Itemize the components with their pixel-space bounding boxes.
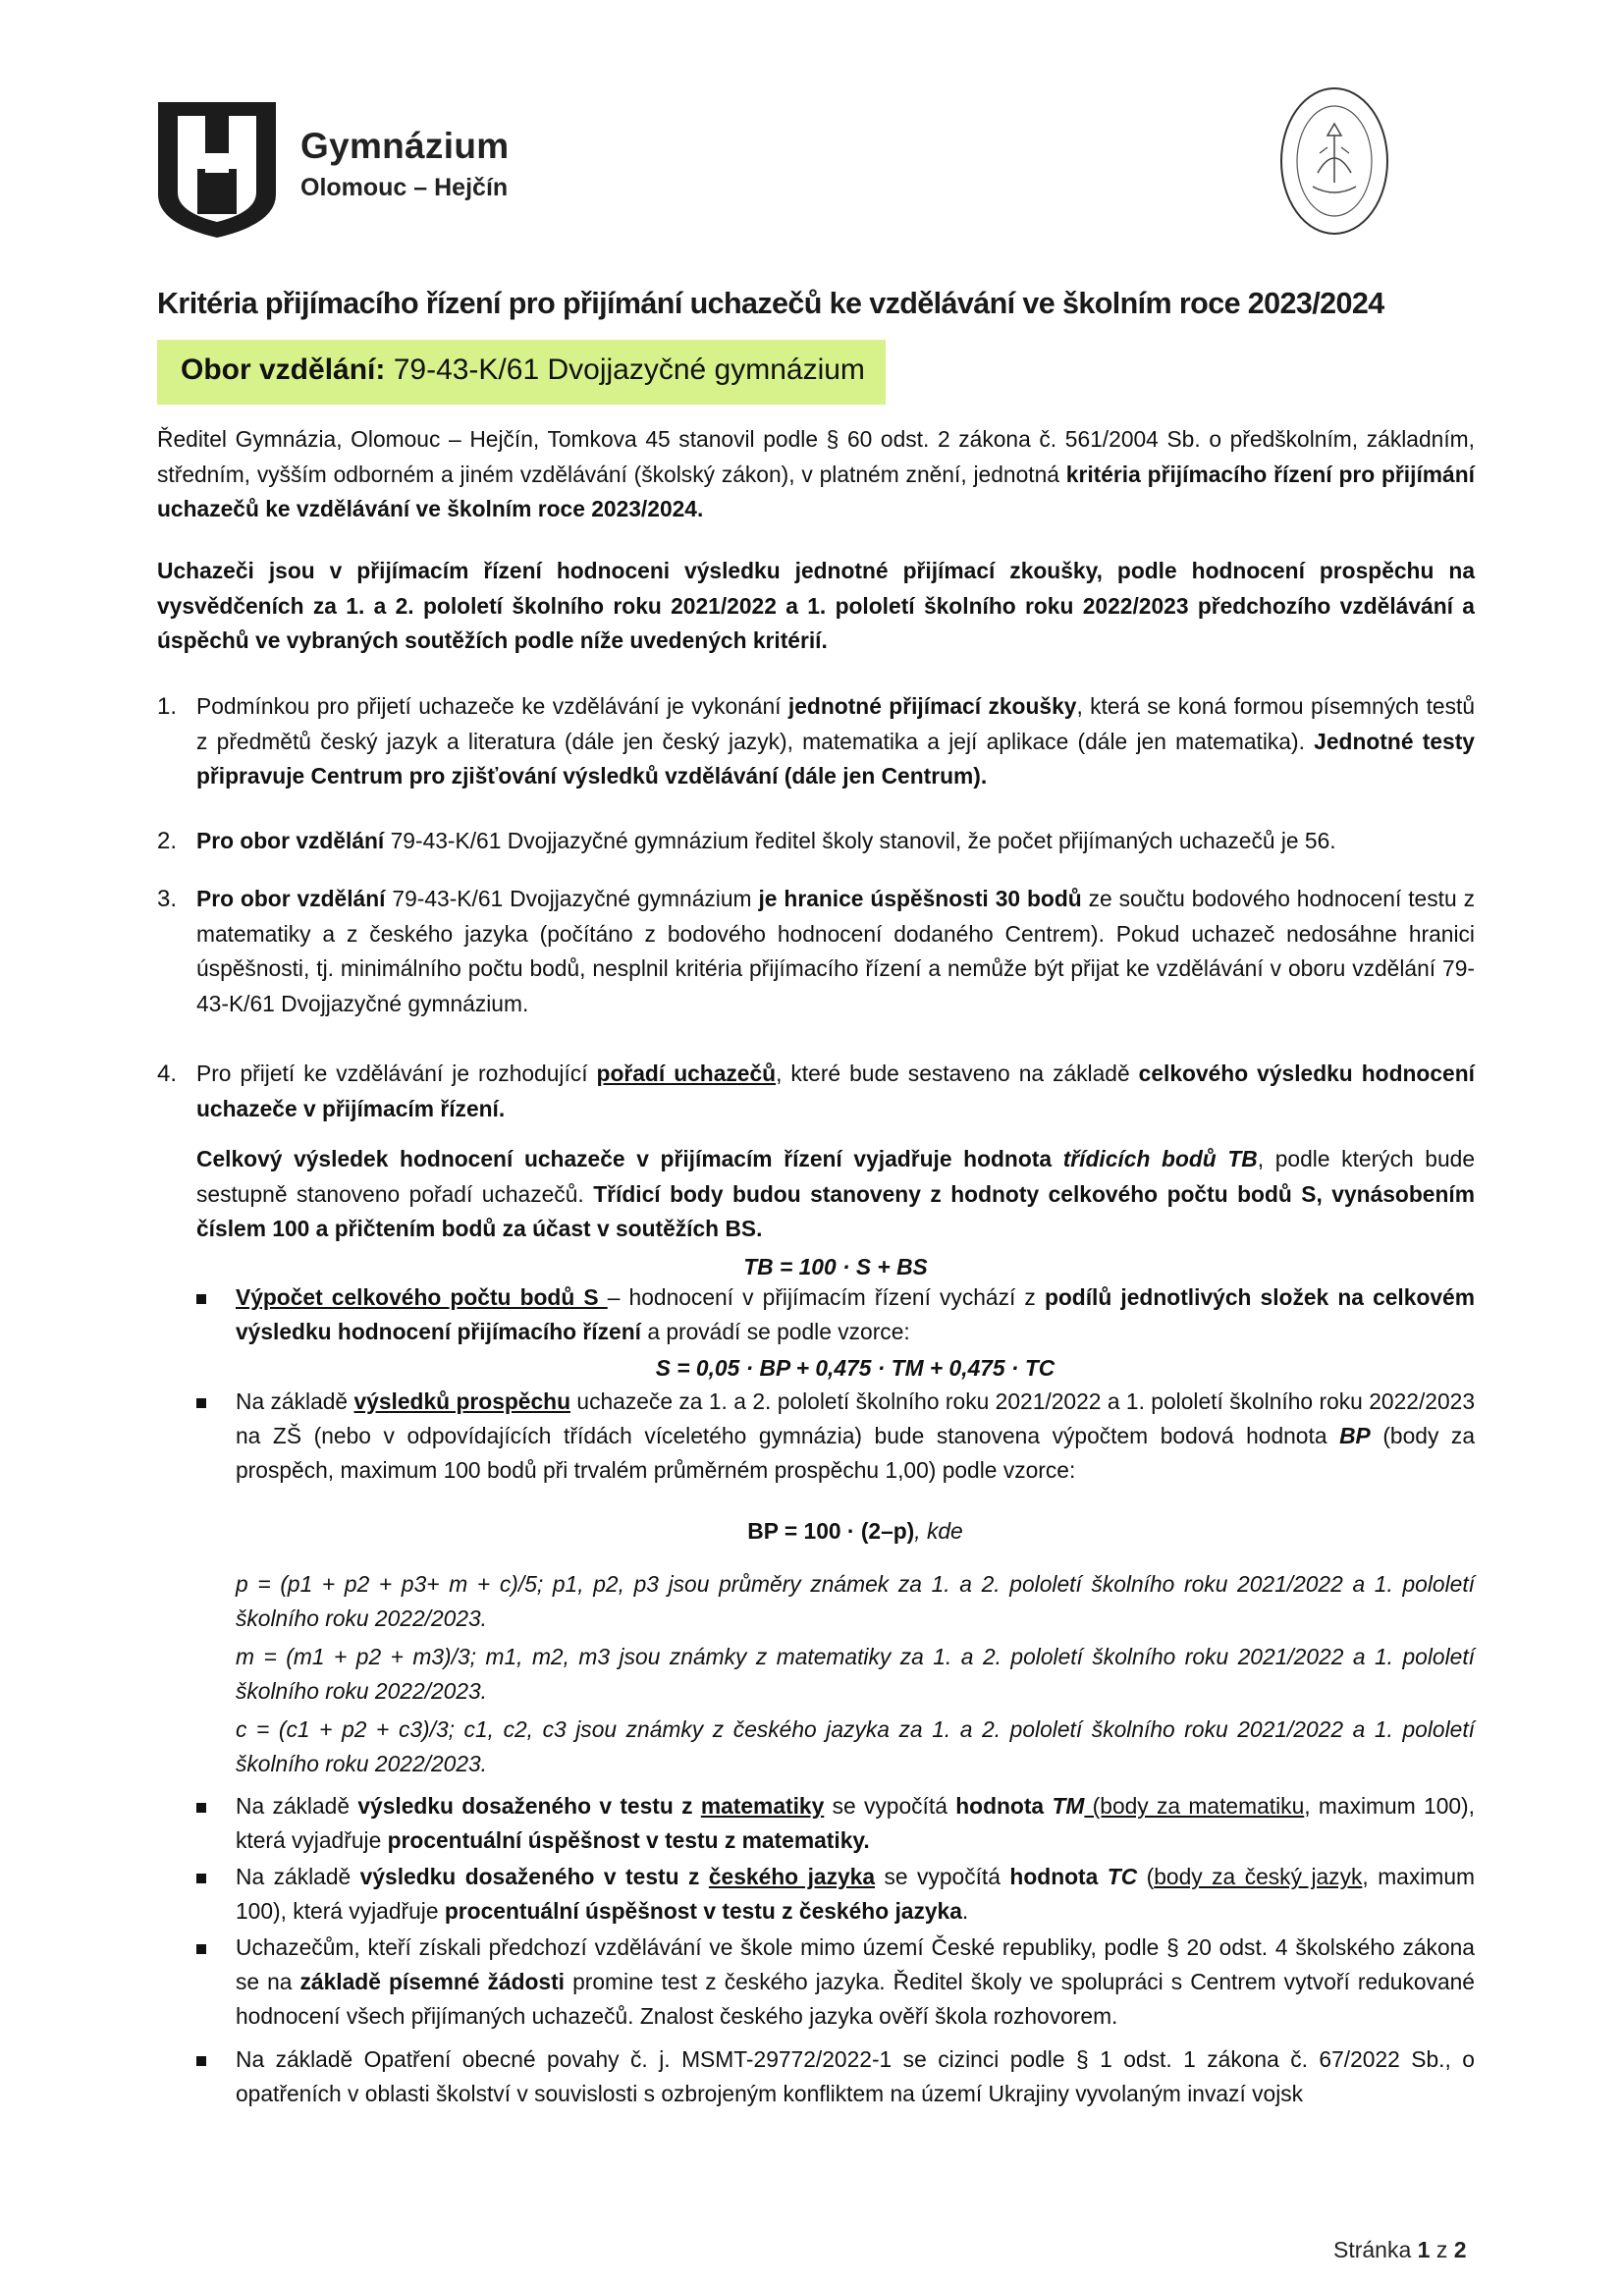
- field-value: 79-43-K/61 Dvojjazyčné gymnázium: [393, 354, 865, 386]
- item-bold-underlined: pořadí uchazečů: [596, 1061, 777, 1086]
- bullet-text: Na základě: [236, 1793, 358, 1819]
- item-text: ze součtu bodového hodnocení testu z matematiky a z českého jazyka (počítáno z bodového hodnocení dodaného Centrem). Pokud uchazeč nedosáhne hranici úspěšnosti, tj. minimálního počtu bodů, nesplnil kritéria přijímacího řízení a nemůže být přijat ke vzdělávání v oboru vzdělání 79-43-K/61 Dvojjazyčné gymnázium.: [196, 886, 1475, 1016]
- tb-term: třídicích bodů TB: [1062, 1146, 1258, 1171]
- tb-bold: Třídicí body budou stanoveny z hodnoty celkového počtu bodů S, vynásobením číslem 100 a přičtením bodů za účast v soutěžích BS.: [196, 1180, 1475, 1241]
- field-of-study-box: [157, 340, 886, 405]
- page-footer: [1333, 2237, 1467, 2263]
- bullet-bold: výsledků prospěchu: [353, 1388, 571, 1414]
- bullet-s-calculation: [236, 1280, 1475, 1349]
- bullet-bold: procentuální úspěšnost v testu z českého jazyka: [444, 1898, 962, 1924]
- bullet-marker: [196, 1874, 206, 1883]
- item-bold: jednotné přijímací zkoušky: [787, 693, 1077, 719]
- footer-label: Stránka: [1333, 2237, 1418, 2262]
- bullet-text: promine test z českého jazyka. Ředitel školy ve spolupráci s Centrem vytvoří redukované hodnocení všech přijímaných uchazečů. Znalost českého jazyka ověří škola rozhovorem.: [236, 1969, 1475, 2029]
- bullet-underlined: body za český jazyk: [1154, 1864, 1363, 1889]
- item-number: 3.: [157, 886, 178, 912]
- bullet-bold-underlined: matematiky: [700, 1793, 825, 1819]
- p-definition: p = (p1 + p2 + p3+ m + c)/5; p1, p2, p3 jsou průměry známek za 1. a 2. pololetí školního roku 2021/2022 a 1. pololetí školního roku 2022/2023.: [236, 1571, 1475, 1631]
- school-location: Olomouc – Hejčín: [300, 174, 509, 201]
- bullet-text: .: [961, 1898, 969, 1924]
- bullet-term: TM: [1052, 1793, 1085, 1819]
- bullet-text: se vypočítá: [824, 1793, 956, 1819]
- criteria-item-3: [196, 882, 1475, 1021]
- bullet-term: BP: [1339, 1423, 1371, 1448]
- bp-formula: [236, 1514, 1475, 1548]
- item-text: , které bude sestaveno na základě: [776, 1061, 1139, 1086]
- bullet-bold: procentuální úspěšnost v testu z matematiky.: [387, 1827, 870, 1853]
- bullet-text: se vypočítá: [875, 1864, 1010, 1889]
- item-text: 79-43-K/61 Dvojjazyčné gymnázium ředitel školy stanovil, že počet přijímaných uchazečů je 56.: [384, 828, 1336, 853]
- tb-formula: TB = 100 · S + BS: [743, 1254, 928, 1279]
- bullet-tm: [236, 1789, 1475, 1858]
- intro-paragraph: [157, 422, 1475, 527]
- field-label: Obor vzdělání:: [181, 354, 386, 386]
- village-seal-icon: [1278, 84, 1390, 238]
- footer-page-number: 1: [1417, 2237, 1431, 2262]
- bullet-bold: hodnota: [1009, 1864, 1108, 1889]
- bullet-text: – hodnocení v přijímacím řízení vychází z: [607, 1284, 1045, 1310]
- bullet-foreign-education: [236, 1931, 1475, 2034]
- bullet-marker: [196, 1803, 206, 1813]
- m-definition: m = (m1 + p2 + m3)/3; m1, m2, m3 jsou známky z matematiky za 1. a 2. pololetí školního roku 2021/2022 a 1. pololetí školního roku 2022/2023.: [236, 1644, 1475, 1704]
- intro-bold-text: kritéria přijímacího řízení pro přijímání uchazečů ke vzdělávání ve školním roce 2023/2024.: [157, 461, 1475, 521]
- bullet-text: , maximum 100), která vyjadřuje: [236, 1864, 1475, 1924]
- tb-text: Celkový výsledek hodnocení uchazeče v přijímacím řízení vyjadřuje hodnota: [196, 1146, 1063, 1171]
- footer-total-pages: 2: [1453, 2237, 1467, 2262]
- candidates-paragraph: Uchazeči jsou v přijímacím řízení hodnoceni výsledku jednotné přijímací zkoušky, podle hodnocení prospěchu na vysvědčeních za 1. a 2. pololetí školního roku 2021/2022 a 1. pololetí školního roku 2022/2023 předchozího vzdělávání a úspěchů ve vybraných soutěžích podle níže uvedených kritérií.: [157, 558, 1475, 653]
- item-text: 79-43-K/61 Dvojjazyčné gymnázium: [385, 886, 759, 911]
- bullet-bold: hodnota: [955, 1793, 1053, 1819]
- bullet-bold-underlined: českého jazyka: [708, 1864, 876, 1889]
- bullet-text: a provádí se podle vzorce:: [640, 1319, 910, 1344]
- bullet-bold: výsledku dosaženého v testu z: [357, 1793, 701, 1819]
- item-number: 1.: [157, 693, 178, 720]
- criteria-item-1: [196, 689, 1475, 794]
- item-bold: je hranice úspěšnosti 30 bodů: [758, 886, 1082, 911]
- bullet-text: (body za prospěch, maximum 100 bodů při trvalém průměrném prospěchu 1,00) podle vzorce:: [236, 1423, 1475, 1483]
- item-bold: Pro obor vzdělání: [196, 828, 385, 853]
- bullet-bold: základě písemné žádosti: [299, 1969, 566, 1994]
- bullet-bold: podílů jednotlivých složek na celkovém výsledku hodnocení přijímacího řízení: [236, 1284, 1475, 1344]
- bp-formula-main: BP = 100 · (2–p): [747, 1518, 915, 1544]
- bullet-bold: výsledku dosaženého v testu z: [359, 1864, 709, 1889]
- bullet-ukraine-measure: Na základě Opatření obecné povahy č. j. MSMT-29772/2022-1 se cizinci podle § 1 odst. 1 zákona č. 67/2022 Sb., o opatřeních v oblasti školství v souvislosti s ozbrojeným konfliktem na území Ukrajiny vyvolaným invazí vojsk: [236, 2046, 1475, 2106]
- bullet-text: , maximum 100), která vyjadřuje: [236, 1793, 1475, 1853]
- item-text: Podmínkou pro přijetí uchazeče ke vzdělávání je vykonání: [196, 693, 788, 719]
- bullet-text: (: [1137, 1864, 1155, 1889]
- bullet-bp-prospech: [236, 1385, 1475, 1488]
- item-bold: celkového výsledku hodnocení uchazeče v přijímacím řízení.: [196, 1061, 1475, 1121]
- item-text: , která se koná formou písemných testů z předmětů český jazyk a literatura (dále jen český jazyk), matematika a její aplikace (dále jen matematika).: [196, 693, 1476, 754]
- bullet-tc: [236, 1860, 1475, 1929]
- item-bold: Jednotné testy připravuje Centrum pro zjišťování výsledků vzdělávání (dále jen Centrum).: [196, 728, 1475, 789]
- criteria-item-4: [196, 1057, 1475, 1126]
- item-text: Pro přijetí ke vzdělávání je rozhodující: [196, 1061, 597, 1086]
- bullet-text: Uchazečům, kteří získali předchozí vzdělávání ve škole mimo území České republiky, podle § 20 odst. 4 školského zákona se na: [236, 1934, 1475, 1994]
- bullet-marker: [196, 1944, 206, 1954]
- criteria-item-2: [196, 824, 1475, 859]
- bullet-underlined: (body za matematiku: [1084, 1793, 1305, 1819]
- footer-of: z: [1430, 2237, 1454, 2262]
- document-title: Kritéria přijímacího řízení pro přijímání uchazečů ke vzdělávání ve školním roce 2023/2024: [157, 287, 1384, 320]
- bullet-bold: Výpočet celkového počtu bodů S: [236, 1284, 608, 1310]
- c-definition: c = (c1 + p2 + c3)/3; c1, c2, c3 jsou známky z českého jazyka za 1. a 2. pololetí školního roku 2021/2022 a 1. pololetí školního roku 2022/2023.: [236, 1716, 1475, 1776]
- bp-formula-suffix: , kde: [914, 1518, 963, 1544]
- item-number: 2.: [157, 828, 178, 854]
- field-of-study: [181, 354, 865, 387]
- bullet-term: TC: [1107, 1864, 1138, 1889]
- s-formula: S = 0,05 · BP + 0,475 · TM + 0,475 · TC: [655, 1355, 1056, 1381]
- item-number: 4.: [157, 1061, 178, 1087]
- bullet-marker: [196, 2056, 206, 2066]
- bullet-text: uchazeče za 1. a 2. pololetí školního roku 2021/2022 a 1. pololetí školního roku 2022/2023 na ZŠ (nebo v odpovídajících třídách víceletého gymnázia) bude stanovena výpočtem bodová hodnota: [236, 1388, 1475, 1448]
- bullet-marker: [196, 1294, 206, 1304]
- item-bold: Pro obor vzdělání: [196, 886, 386, 911]
- school-logo-icon: [154, 98, 280, 242]
- school-name: Gymnázium: [300, 126, 510, 166]
- tb-paragraph: [196, 1142, 1475, 1247]
- intro-text: Ředitel Gymnázia, Olomouc – Hejčín, Tomkova 45 stanovil podle § 60 odst. 2 zákona č. 561/2004 Sb. o předškolním, základním, středním, vyšším odborném a jiném vzdělávání (školský zákon), v platném znění, jednotná: [157, 426, 1475, 487]
- bullet-text: Na základě: [236, 1388, 354, 1414]
- tb-text: , podle kterých bude sestupně stanoveno pořadí uchazečů.: [196, 1146, 1476, 1207]
- bullet-marker: [196, 1398, 206, 1408]
- bullet-text: Na základě: [236, 1864, 360, 1889]
